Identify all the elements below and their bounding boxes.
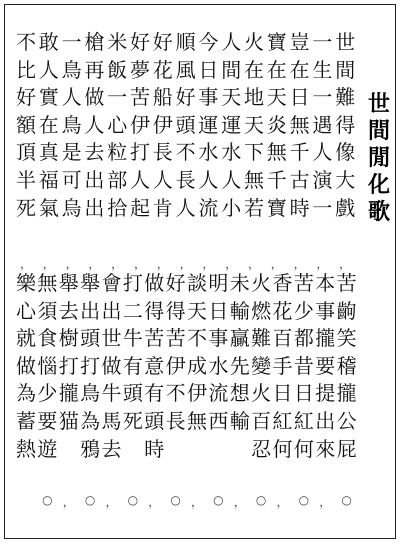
verse-char: 拾 (107, 195, 128, 220)
verse-char: 難 (335, 85, 356, 110)
verse-char: 生 (312, 57, 333, 82)
punctuation-mark: ， (65, 257, 78, 271)
punctuation-mark: ， (339, 257, 352, 271)
verse-char: 食 (37, 326, 58, 351)
verse-char: 西 (208, 408, 229, 433)
top-verse-column (334, 29, 356, 222)
top-verse-column (266, 29, 288, 222)
verse-char: 百 (251, 408, 272, 433)
punctuation-mark: ○ (255, 493, 267, 507)
verse-char: 齣 (336, 298, 357, 323)
bottom-verse-column (229, 270, 251, 436)
verse-char: 船 (152, 85, 173, 110)
punctuation-mark: ， (202, 257, 215, 271)
title-char: 世 (367, 91, 390, 117)
top-verse-column (289, 29, 311, 222)
bottom-verse-column (165, 270, 187, 436)
verse-char: 為 (80, 408, 101, 433)
punctuation-mark: ， (276, 495, 289, 509)
verse-char: 一 (312, 195, 333, 220)
verse-char: 人 (221, 30, 242, 54)
verse-char: 成 (187, 353, 207, 378)
verse-char: 少 (37, 381, 58, 406)
verse-char: 紅 (272, 408, 293, 433)
title-char: 化 (367, 172, 390, 198)
verse-char: 人 (61, 85, 82, 110)
verse-char: 攏 (315, 326, 336, 351)
verse-char: 何 (272, 436, 293, 461)
bottom-verse-column (143, 270, 165, 463)
punctuation-mark: ， (42, 257, 55, 271)
verse-char: 天 (221, 85, 242, 110)
verse-char: 本 (315, 271, 336, 295)
verse-char: 起 (130, 195, 150, 220)
verse-char: 心 (107, 112, 128, 137)
verse-char: 先 (229, 353, 250, 378)
verse-char: 死 (122, 408, 143, 433)
verse-char: 蓄 (16, 408, 36, 433)
verse-char: 豈 (289, 30, 310, 54)
verse-char: 日 (208, 298, 229, 323)
verse-char: 間 (335, 57, 356, 82)
verse-char: 好 (175, 85, 196, 110)
verse-char: 做 (101, 353, 122, 378)
verse-char: 無 (187, 408, 207, 433)
verse-char: 輸 (229, 298, 250, 323)
punctuation-mark: ， (105, 495, 118, 509)
verse-char: 古 (289, 167, 310, 192)
verse-char: 猫 (58, 408, 79, 433)
verse-char: 稽 (336, 353, 357, 378)
verse-char: 事 (208, 326, 229, 351)
verse-char: 一 (312, 30, 333, 54)
verse-char: 燃 (251, 298, 272, 323)
verse-char: 明 (208, 271, 229, 295)
verse-char: 打 (122, 271, 143, 295)
verse-char: 火 (244, 30, 264, 54)
verse-char: 攏 (58, 381, 79, 406)
verse-char: 世 (101, 326, 122, 351)
punctuation-row-bottom (15, 493, 357, 507)
verse-char: 忍 (251, 436, 272, 461)
verse-char: 攏 (336, 381, 357, 406)
verse-char: 難 (251, 326, 272, 351)
verse-char: 千 (289, 140, 310, 165)
verse-char: 不 (175, 140, 196, 165)
verse-char: 去 (58, 298, 79, 323)
verse-char: 公 (336, 408, 357, 433)
verse-char: 人 (198, 167, 219, 192)
top-verse-column (175, 29, 197, 222)
verse-char: 人 (84, 112, 105, 137)
bottom-verse-column (79, 270, 101, 463)
punctuation-mark: ○ (127, 493, 139, 507)
verse-char: 水 (221, 140, 242, 165)
verse-char: 出 (80, 298, 101, 323)
punctuation-mark: ， (179, 257, 192, 271)
top-verse-column (106, 29, 128, 222)
bottom-verse-column (336, 270, 358, 463)
verse-char: 熱 (16, 436, 36, 461)
verse-char: 時 (289, 195, 310, 220)
verse-char: 頭 (144, 408, 165, 433)
verse-char: 天 (266, 85, 287, 110)
verse-char: 日 (293, 381, 314, 406)
verse-char: 頭 (122, 381, 143, 406)
punctuation-mark: ， (190, 495, 203, 509)
verse-char: 無 (266, 140, 287, 165)
punctuation-mark: ， (19, 257, 32, 271)
verse-char: 馬 (101, 408, 122, 433)
verse-char: 小 (221, 195, 242, 220)
verse-char: 伊 (187, 381, 207, 406)
punctuation-mark: ， (319, 495, 332, 509)
verse-char: 得 (335, 112, 356, 137)
punctuation-mark: ， (233, 495, 246, 509)
verse-char: 有 (122, 353, 143, 378)
verse-char: 出 (101, 298, 122, 323)
bottom-verse-column (186, 270, 208, 436)
verse-char: 大 (335, 167, 356, 192)
verse-char: 牛 (122, 326, 143, 351)
top-verse-column (15, 29, 37, 222)
punctuation-mark: ， (225, 257, 238, 271)
verse-char: 花 (272, 298, 293, 323)
verse-char: 肯 (152, 195, 173, 220)
punctuation-mark: ， (133, 257, 146, 271)
verse-char: 想 (229, 381, 250, 406)
verse-char: 出 (315, 408, 336, 433)
verse-char: 長 (165, 408, 186, 433)
verse-char: 在 (266, 57, 287, 82)
verse-char: 好 (130, 30, 150, 54)
bottom-verse-column (293, 270, 315, 463)
verse-char: 死 (16, 195, 36, 220)
verse-char: 水 (198, 140, 219, 165)
verse-char: 來 (315, 436, 336, 461)
verse-char: 無 (289, 112, 310, 137)
punctuation-mark: ， (111, 257, 124, 271)
verse-char: 福 (38, 167, 59, 192)
punctuation-mark: ， (62, 495, 75, 509)
verse-char: 戲 (335, 195, 356, 220)
verse-char: 日 (289, 85, 310, 110)
verse-char: 鳥 (80, 381, 101, 406)
punctuation-row-top (15, 255, 357, 269)
verse-char: 部 (107, 167, 128, 192)
bottom-verse-column (101, 270, 123, 463)
verse-char: 真 (38, 140, 59, 165)
verse-char: 在 (244, 57, 264, 82)
bottom-verse-column (250, 270, 272, 463)
punctuation-mark: ， (148, 495, 161, 509)
verse-char: 變 (251, 353, 272, 378)
verse-char: 意 (144, 353, 165, 378)
verse-char: 天 (244, 112, 264, 137)
top-verse-column (152, 29, 174, 222)
verse-char: 香 (272, 271, 293, 295)
verse-char: 樹 (58, 326, 79, 351)
verse-char: 伊 (130, 112, 150, 137)
verse-char: 不 (165, 381, 186, 406)
verse-char: 今 (198, 30, 219, 54)
verse-char: 地 (244, 85, 264, 110)
verse-char: 烏 (61, 195, 82, 220)
verse-char: 實 (38, 85, 59, 110)
verse-char: 伊 (165, 353, 186, 378)
verse-char: 得 (165, 298, 186, 323)
title-char: 間 (367, 118, 390, 144)
verse-char: 屁 (336, 436, 357, 461)
top-verse-column (311, 29, 333, 222)
verse-char: 人 (130, 167, 150, 192)
verse-char: 提 (315, 381, 336, 406)
verse-char: 二 (122, 298, 143, 323)
verse-char: 像 (335, 140, 356, 165)
verse-char: 頂 (16, 140, 36, 165)
verse-char: 百 (272, 326, 293, 351)
verse-char: 一 (312, 85, 333, 110)
verse-char: 比 (16, 57, 36, 82)
verse-char: 要 (37, 408, 58, 433)
verse-char: 可 (61, 167, 82, 192)
verse-char: 未 (229, 271, 250, 295)
verse-char: 長 (175, 167, 196, 192)
punctuation-mark: ○ (298, 493, 310, 507)
verse-char: 在 (38, 112, 59, 137)
verse-char: 伊 (152, 112, 173, 137)
bottom-verse-column (272, 270, 294, 463)
bottom-verse-column (314, 270, 336, 463)
verse-char: 做 (16, 353, 36, 378)
verse-char: 不 (187, 326, 207, 351)
verse-char: 不 (16, 30, 36, 54)
verse-char: 間 (221, 57, 242, 82)
verse-char: 去 (101, 436, 122, 461)
document-page (4, 4, 396, 539)
verse-char: 好 (165, 271, 186, 295)
verse-char: 苦 (130, 85, 150, 110)
verse-char: 世 (335, 30, 356, 54)
top-verse-column (197, 29, 219, 222)
verse-char: 打 (130, 140, 150, 165)
verse-char: 笑 (336, 326, 357, 351)
bottom-verse-column (36, 270, 58, 463)
bottom-verse-column (15, 270, 37, 463)
verse-char: 日 (272, 381, 293, 406)
verse-char: 米 (107, 30, 128, 54)
verse-char: 火 (251, 271, 272, 295)
top-verse-column (129, 29, 151, 222)
verse-char: 千 (266, 167, 287, 192)
verse-char: 流 (198, 195, 219, 220)
verse-char: 夢 (130, 57, 150, 82)
verse-char: 演 (312, 167, 333, 192)
verse-char: 紅 (293, 408, 314, 433)
punctuation-mark: ○ (170, 493, 181, 507)
verse-char: 有 (144, 381, 165, 406)
verse-char: 苦 (293, 271, 314, 295)
verse-char: 何 (293, 436, 314, 461)
verse-char: 火 (251, 381, 272, 406)
punctuation-mark: ○ (42, 493, 53, 507)
verse-char: 打 (80, 353, 101, 378)
punctuation-mark: ○ (341, 493, 352, 507)
verse-char: 氣 (38, 195, 59, 220)
punctuation-mark: ○ (84, 493, 96, 507)
verse-char: 花 (152, 57, 173, 82)
verse-char: 順 (175, 30, 196, 54)
verse-char: 做 (144, 271, 165, 295)
verse-char: 鴉 (80, 436, 101, 461)
verse-char: 運 (221, 112, 242, 137)
verse-char: 樂 (16, 271, 36, 295)
verse-char: 都 (293, 326, 314, 351)
verse-char: 時 (144, 436, 165, 461)
punctuation-mark: ， (88, 257, 101, 271)
verse-char: 一 (107, 85, 128, 110)
top-verse-column (220, 29, 242, 222)
verse-char: 得 (144, 298, 165, 323)
verse-char: 人 (152, 167, 173, 192)
punctuation-mark: ， (156, 257, 169, 271)
verse-char: 好 (16, 85, 36, 110)
punctuation-mark: ， (293, 257, 306, 271)
title-char: 閒 (367, 145, 390, 171)
verse-char: 遊 (37, 436, 58, 461)
verse-char: 人 (175, 195, 196, 220)
top-verse-column (61, 29, 83, 222)
verse-char: 再 (84, 57, 105, 82)
verse-char: 出 (84, 195, 105, 220)
verse-char: 輸 (229, 408, 250, 433)
verse-char: 惱 (37, 353, 58, 378)
verse-char: 一 (61, 30, 82, 54)
top-verse-column (243, 29, 265, 222)
verse-char: 事 (315, 298, 336, 323)
verse-char: 頭 (80, 326, 101, 351)
verse-char: 無 (244, 167, 264, 192)
bottom-verse-column (58, 270, 80, 436)
verse-char: 會 (101, 271, 122, 295)
verse-char: 苦 (336, 271, 357, 295)
punctuation-mark: ， (247, 257, 260, 271)
verse-char: 額 (16, 112, 36, 137)
verse-char: 苦 (165, 326, 186, 351)
verse-char: 水 (208, 353, 229, 378)
verse-char: 若 (244, 195, 264, 220)
verse-char: 槍 (84, 30, 105, 54)
verse-char: 運 (198, 112, 219, 137)
verse-char: 人 (221, 167, 242, 192)
verse-char: 昔 (293, 353, 314, 378)
title-char: 歌 (367, 199, 390, 225)
bottom-verse-column (207, 270, 229, 436)
verse-char: 無 (37, 271, 58, 295)
verse-char: 少 (293, 298, 314, 323)
verse-char: 心 (16, 298, 36, 323)
verse-char: 人 (38, 57, 59, 82)
punctuation-mark: ○ (213, 493, 224, 507)
verse-char: 人 (312, 140, 333, 165)
verse-char: 牛 (101, 381, 122, 406)
verse-char: 天 (187, 298, 207, 323)
verse-char: 寶 (266, 30, 287, 54)
verse-char: 打 (58, 353, 79, 378)
verse-char: 炎 (266, 112, 287, 137)
verse-char: 手 (272, 353, 293, 378)
verse-char: 在 (289, 57, 310, 82)
top-verse-column (83, 29, 105, 222)
verse-char: 做 (84, 85, 105, 110)
verse-char: 談 (187, 271, 207, 295)
verse-char: 風 (175, 57, 196, 82)
verse-char: 好 (152, 30, 173, 54)
verse-char: 事 (198, 85, 219, 110)
verse-char: 就 (16, 326, 36, 351)
verse-char: 頭 (175, 112, 196, 137)
song-title (365, 91, 393, 226)
verse-char: 半 (16, 167, 36, 192)
verse-char: 為 (16, 381, 36, 406)
verse-char: 舉 (80, 271, 101, 295)
verse-char: 去 (84, 140, 105, 165)
verse-char: 遇 (312, 112, 333, 137)
punctuation-mark: ， (316, 257, 329, 271)
verse-char: 流 (208, 381, 229, 406)
verse-char: 苦 (144, 326, 165, 351)
punctuation-mark: ， (270, 257, 283, 271)
verse-char: 鳥 (61, 57, 82, 82)
verse-char: 舉 (58, 271, 79, 295)
verse-char: 須 (37, 298, 58, 323)
verse-char: 寶 (266, 195, 287, 220)
verse-char: 贏 (229, 326, 250, 351)
bottom-verse-column (122, 270, 144, 436)
top-verse-column (38, 29, 60, 222)
verse-char: 飯 (107, 57, 128, 82)
verse-char: 是 (61, 140, 82, 165)
verse-char: 要 (315, 353, 336, 378)
verse-char: 鳥 (61, 112, 82, 137)
verse-char: 出 (84, 167, 105, 192)
verse-char: 日 (198, 57, 219, 82)
verse-char: 粒 (107, 140, 128, 165)
verse-char: 敢 (38, 30, 59, 54)
verse-char: 下 (244, 140, 264, 165)
verse-char: 長 (152, 140, 173, 165)
